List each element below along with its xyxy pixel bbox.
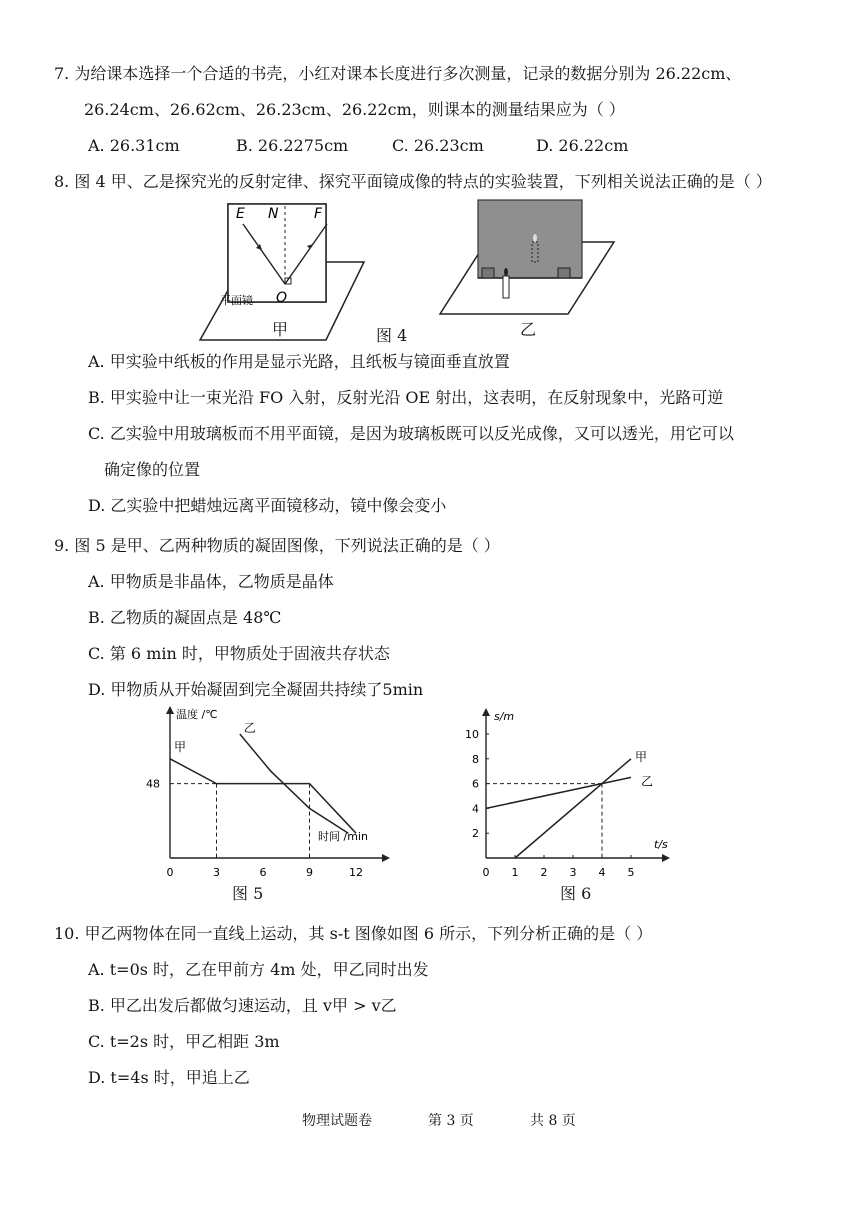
x-tick-2: 2 (540, 866, 548, 879)
q10-option-b: B. 甲乙出发后都做匀速运动，且 v甲 > v乙 (88, 996, 397, 1015)
fig4-caption: 图 4 (376, 326, 408, 345)
y-tick-2: 2 (472, 827, 479, 841)
x-tick-5: 5 (627, 866, 635, 879)
label-n: N (268, 206, 279, 222)
q10-stem: 10. 甲乙两物体在同一直线上运动，其 s-t 图像如图 6 所示，下列分析正确的是（ ） (54, 924, 653, 943)
q9-option-c: C. 第 6 min 时，甲物质处于固液共存状态 (88, 644, 390, 663)
q9-option-a: A. 甲物质是非晶体，乙物质是晶体 (88, 572, 334, 591)
fig6-caption: 图 6 (560, 884, 592, 903)
q8-stem: 8. 图 4 甲、乙是探究光的反射定律、探究平面镜成像的特点的实验装置，下列相关说法正确的是（ ） (54, 172, 772, 191)
label-e: E (236, 206, 245, 222)
footer-subject: 物理试题卷 (302, 1113, 372, 1129)
y-tick-10: 10 (465, 728, 479, 741)
fig5-caption: 图 5 (232, 884, 264, 903)
series-label-yi: 乙 (243, 721, 256, 735)
y-tick-48: 48 (146, 777, 160, 791)
q9-option-b: B. 乙物质的凝固点是 48℃ (88, 608, 282, 627)
label-o: O (276, 290, 288, 306)
footer-page: 第 3 页 (428, 1113, 474, 1129)
x-tick-3: 3 (213, 866, 220, 879)
q7-stem-line2: 26.24cm、26.62cm、26.23cm、26.22cm，则课本的测量结果应为（ ） (84, 100, 625, 119)
label-f: F (314, 206, 323, 222)
x-tick-6: 6 (259, 866, 267, 879)
q10-option-c: C. t=2s 时，甲乙相距 3m (88, 1032, 280, 1051)
footer-total: 共 8 页 (530, 1113, 576, 1129)
y-tick-6: 6 (472, 777, 479, 791)
figure-5-chart (146, 702, 400, 902)
q7-option-c: C. 26.23cm (392, 136, 484, 155)
x-axis-label: t/s (654, 838, 668, 851)
q9-stem: 9. 图 5 是甲、乙两种物质的凝固图像，下列说法正确的是（ ） (54, 536, 500, 555)
x-tick-3: 3 (569, 866, 577, 879)
q7-option-a: A. 26.31cm (88, 136, 180, 155)
q8-option-b: B. 甲实验中让一束光沿 FO 入射，反射光沿 OE 射出，这表明，在反射现象中，光路可逆 (88, 388, 724, 407)
x-axis-label: 时间 /min (318, 830, 368, 843)
series-line-jia (170, 759, 356, 833)
y-tick-8: 8 (472, 752, 479, 766)
x-tick-0: 0 (482, 866, 490, 879)
q8-option-c: C. 乙实验中用玻璃板而不用平面镜，是因为玻璃板既可以反光成像，又可以透光，用它可以 (88, 424, 734, 443)
figure-4-yi (436, 198, 616, 318)
y-axis-label: s/m (494, 710, 515, 723)
x-tick-12: 12 (349, 866, 363, 879)
figure-6-chart (464, 702, 684, 902)
fig4-caption-yi: 乙 (520, 320, 537, 339)
mirror-label: 平面镜 (220, 294, 253, 307)
x-tick-1: 1 (511, 866, 519, 879)
q10-option-d: D. t=4s 时，甲追上乙 (88, 1068, 250, 1087)
glass-plate (478, 200, 582, 278)
x-tick-4: 4 (598, 866, 606, 879)
q9-option-d: D. 甲物质从开始凝固到完全凝固共持续了5min (88, 680, 424, 699)
series-line-yi (486, 777, 631, 808)
q8-option-c-cont: 确定像的位置 (104, 460, 201, 479)
q7-option-b: B. 26.2275cm (236, 136, 349, 155)
q8-option-d: D. 乙实验中把蜡烛远离平面镜移动，镜中像会变小 (88, 496, 447, 515)
x-tick-0: 0 (166, 866, 174, 879)
series-label-jia: 甲 (635, 749, 648, 764)
fig4-caption-jia: 甲 (272, 320, 289, 339)
y-tick-4: 4 (472, 802, 479, 816)
series-label-yi: 乙 (641, 774, 654, 789)
y-axis-label: 温度 /℃ (176, 708, 218, 721)
q10-option-a: A. t=0s 时，乙在甲前方 4m 处，甲乙同时出发 (88, 960, 429, 979)
q7-option-d: D. 26.22cm (536, 136, 629, 155)
candle (503, 276, 509, 298)
series-line-jia (515, 759, 631, 858)
x-tick-9: 9 (306, 866, 313, 879)
series-label-jia: 甲 (174, 739, 187, 754)
q7-stem-line1: 7. 为给课本选择一个合适的书壳，小红对课本长度进行多次测量，记录的数据分别为 26.22cm、 (54, 64, 742, 83)
q8-option-a: A. 甲实验中纸板的作用是显示光路，且纸板与镜面垂直放置 (88, 352, 510, 371)
